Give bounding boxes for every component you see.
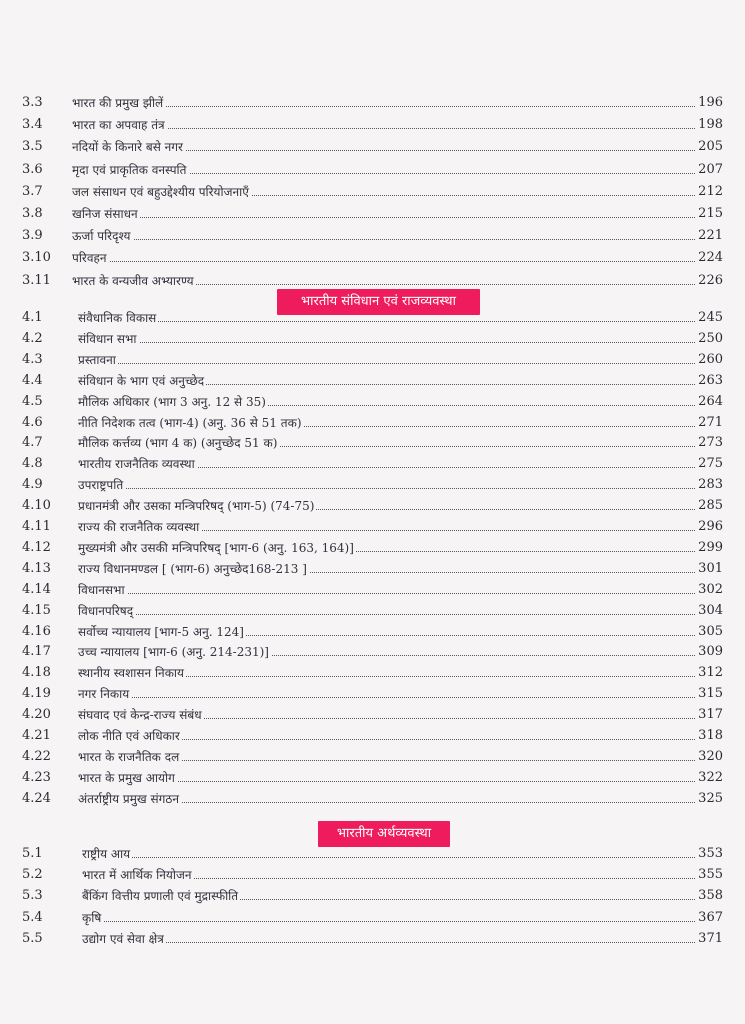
toc-page-number: 371	[696, 929, 723, 949]
toc-row	[0, 865, 745, 885]
toc-page-number: 260	[696, 350, 723, 370]
toc-entry-title: प्रस्तावना	[78, 350, 118, 370]
toc-entry-number: 3.9	[22, 228, 43, 244]
toc-page-number: 325	[696, 789, 723, 809]
toc-entry-title: ऊर्जा परिदृश्य	[72, 226, 133, 246]
toc-row	[0, 580, 745, 600]
dot-leader	[82, 857, 695, 858]
toc-entry-number: 4.16	[22, 623, 51, 639]
toc-row	[0, 517, 745, 537]
toc-page-number: 283	[696, 475, 723, 495]
dot-leader	[82, 921, 695, 922]
toc-page-number: 302	[696, 580, 723, 600]
toc-page-number: 196	[696, 93, 723, 113]
dot-leader	[78, 321, 695, 322]
toc-row	[0, 454, 745, 474]
toc-page-number: 205	[696, 137, 723, 157]
toc-entry-title: उपराष्ट्रपति	[78, 475, 125, 495]
toc-entry-title: लोक नीति एवं अधिकार	[78, 726, 182, 746]
toc-page-number: 355	[696, 865, 723, 885]
dot-leader	[78, 488, 695, 489]
toc-entry-title: विधानसभा	[78, 580, 127, 600]
toc-entry-number: 3.5	[22, 139, 43, 155]
toc-page-number: 299	[696, 538, 723, 558]
toc-entry-number: 4.23	[22, 769, 51, 785]
dot-leader	[72, 239, 695, 240]
toc-row	[0, 929, 745, 949]
toc-page-number: 273	[696, 433, 723, 453]
toc-page-number: 322	[696, 768, 723, 788]
toc-entry-number: 5.1	[22, 846, 43, 861]
toc-row	[0, 137, 745, 157]
toc-row	[0, 622, 745, 642]
dot-leader	[78, 614, 695, 615]
toc-page-number: 296	[696, 517, 723, 537]
toc-entry-number: 4.18	[22, 665, 51, 681]
toc-entry-number: 4.6	[22, 414, 43, 430]
toc-row	[0, 684, 745, 704]
toc-entry-number: 5.4	[22, 909, 43, 925]
toc-page-number: 245	[696, 308, 723, 328]
toc-row	[0, 350, 745, 370]
toc-page-number: 212	[696, 182, 723, 202]
toc-page-number: 358	[696, 886, 723, 906]
toc-entry-title: मृदा एवं प्राकृतिक वनस्पति	[72, 160, 189, 180]
toc-entry-title: मौलिक अधिकार (भाग 3 अनु. 12 से 35)	[78, 392, 268, 412]
toc-row	[0, 496, 745, 516]
toc-row	[0, 663, 745, 683]
toc-row	[0, 93, 745, 113]
toc-page-number: 215	[696, 204, 723, 224]
toc-entry-number: 4.22	[22, 748, 51, 764]
toc-entry-title: स्थानीय स्वशासन निकाय	[78, 663, 186, 683]
toc-page-number: 207	[696, 160, 723, 180]
toc-page-number: 275	[696, 454, 723, 474]
dot-leader	[72, 106, 695, 107]
toc-row	[0, 705, 745, 725]
toc-entry-number: 3.7	[22, 183, 43, 199]
toc-entry-number: 4.20	[22, 707, 51, 723]
toc-row	[0, 433, 745, 453]
toc-entry-number: 3.8	[22, 206, 43, 221]
toc-row	[0, 726, 745, 746]
toc-page-number: 315	[696, 684, 723, 704]
toc-entry-title: उच्च न्यायालय [भाग-6 (अनु. 214-231)]	[78, 642, 271, 662]
dot-leader	[78, 593, 695, 594]
toc-entry-title: भारत के राजनैतिक दल	[78, 747, 181, 767]
toc-entry-number: 5.3	[22, 888, 43, 904]
toc-row	[0, 642, 745, 662]
toc-entry-title: राज्य विधानमण्डल [ (भाग-6) अनुच्छेद168-213 ]	[78, 559, 309, 579]
toc-entry-number: 4.14	[22, 581, 51, 597]
toc-row	[0, 204, 745, 224]
toc-entry-title: मौलिक कर्त्तव्य (भाग 4 क) (अनुच्छेद 51 क)	[78, 433, 279, 453]
toc-entry-title: संविधान सभा	[78, 329, 139, 349]
toc-entry-number: 4.4	[22, 372, 43, 388]
toc-entry-title: नीति निदेशक तत्व (भाग-4) (अनु. 36 से 51 तक)	[78, 413, 304, 433]
toc-entry-title: सर्वोच्च न्यायालय [भाग-5 अनु. 124]	[78, 622, 246, 642]
toc-entry-title: भारत में आर्थिक नियोजन	[82, 865, 194, 885]
toc-entry-number: 4.17	[22, 644, 51, 660]
toc-page-number: 301	[696, 559, 723, 579]
toc-entry-title: परिवहन	[72, 248, 109, 268]
toc-page-number: 224	[696, 248, 723, 268]
toc-entry-title: कृषि	[82, 908, 103, 928]
toc-page-number: 285	[696, 496, 723, 516]
dot-leader	[78, 342, 695, 343]
toc-entry-title: संवैधानिक विकास	[78, 308, 158, 328]
section-heading-economy: भारतीय अर्थव्यवस्था	[318, 821, 450, 847]
toc-row	[0, 413, 745, 433]
toc-entry-number: 4.15	[22, 602, 51, 618]
toc-entry-title: भारतीय राजनैतिक व्यवस्था	[78, 454, 197, 474]
toc-entry-number: 4.13	[22, 560, 51, 576]
toc-entry-title: राष्ट्रीय आय	[82, 844, 132, 864]
toc-entry-title: अंतर्राष्ट्रीय प्रमुख संगठन	[78, 789, 181, 809]
toc-row	[0, 329, 745, 349]
toc-entry-title: भारत के प्रमुख आयोग	[78, 768, 177, 788]
toc-row	[0, 271, 745, 291]
toc-row	[0, 789, 745, 809]
toc-row	[0, 308, 745, 328]
toc-row	[0, 908, 745, 928]
toc-page-number: 271	[696, 413, 723, 433]
toc-entry-number: 3.6	[22, 161, 43, 177]
toc-page-number: 309	[696, 642, 723, 662]
toc-row	[0, 475, 745, 495]
toc-entry-number: 4.21	[22, 728, 51, 743]
toc-page-number: 250	[696, 329, 723, 349]
toc-entry-title: उद्योग एवं सेवा क्षेत्र	[82, 929, 166, 949]
toc-row	[0, 538, 745, 558]
toc-page-number: 304	[696, 601, 723, 621]
toc-page-number: 198	[696, 115, 723, 135]
toc-entry-number: 4.10	[22, 498, 51, 514]
toc-entry-title: नगर निकाय	[78, 684, 131, 704]
toc-entry-title: संघवाद एवं केन्द्र-राज्य संबंध	[78, 705, 204, 725]
toc-entry-title: विधानपरिषद्	[78, 601, 135, 621]
toc-entry-number: 4.12	[22, 539, 51, 555]
toc-entry-title: मुख्यमंत्री और उसकी मन्त्रिपरिषद् [भाग-6 (अनु. 163, 164)]	[78, 538, 356, 558]
toc-page-number: 221	[696, 226, 723, 246]
dot-leader	[78, 363, 695, 364]
toc-page-number: 264	[696, 392, 723, 412]
toc-page-number: 320	[696, 747, 723, 767]
dot-leader	[78, 697, 695, 698]
toc-entry-title: भारत की प्रमुख झीलें	[72, 93, 165, 113]
toc-entry-number: 3.3	[22, 95, 43, 110]
toc-page-number: 367	[696, 908, 723, 928]
toc-entry-number: 3.11	[22, 272, 51, 288]
toc-row	[0, 844, 745, 864]
toc-entry-title: संविधान के भाग एवं अनुच्छेद	[78, 371, 206, 391]
toc-page-number: 312	[696, 663, 723, 683]
toc-row	[0, 886, 745, 906]
toc-entry-title: बैंकिंग वित्तीय प्रणाली एवं मुद्रास्फीति	[82, 886, 240, 906]
toc-page-number: 353	[696, 844, 723, 864]
toc-entry-number: 3.4	[22, 117, 43, 133]
toc-row	[0, 747, 745, 767]
toc-entry-number: 4.11	[22, 519, 51, 534]
dot-leader	[72, 217, 695, 218]
toc-entry-number: 4.2	[22, 330, 43, 346]
toc-page-number: 263	[696, 371, 723, 391]
toc-entry-number: 4.7	[22, 435, 43, 451]
toc-entry-number: 5.2	[22, 867, 43, 883]
toc-entry-number: 4.1	[22, 310, 43, 325]
toc-entry-number: 4.19	[22, 686, 51, 702]
toc-entry-title: नदियों के किनारे बसे नगर	[72, 137, 185, 157]
toc-row	[0, 559, 745, 579]
toc-entry-title: भारत का अपवाह तंत्र	[72, 115, 167, 135]
toc-entry-number: 4.3	[22, 351, 43, 367]
dot-leader	[72, 261, 695, 262]
toc-entry-number: 5.5	[22, 930, 43, 946]
toc-page-number: 305	[696, 622, 723, 642]
toc-row	[0, 160, 745, 180]
toc-entry-number: 3.10	[22, 250, 51, 266]
toc-row	[0, 768, 745, 788]
toc-entry-number: 4.5	[22, 393, 43, 409]
toc-row	[0, 115, 745, 135]
toc-row	[0, 226, 745, 246]
toc-entry-title: प्रधानमंत्री और उसका मन्त्रिपरिषद् (भाग-5) (74-75)	[78, 496, 316, 516]
section-heading-polity: भारतीय संविधान एवं राजव्यवस्था	[277, 289, 480, 315]
toc-row	[0, 182, 745, 202]
toc-page-number: 318	[696, 726, 723, 746]
toc-row	[0, 601, 745, 621]
toc-page-number: 226	[696, 271, 723, 291]
toc-entry-title: भारत के वन्यजीव अभ्यारण्य	[72, 271, 196, 291]
toc-entry-number: 4.9	[22, 477, 43, 493]
toc-entry-number: 4.8	[22, 456, 43, 472]
dot-leader	[82, 942, 695, 943]
toc-entry-title: जल संसाधन एवं बहुउद्देश्यीय परियोजनाएँ	[72, 182, 251, 202]
toc-row	[0, 371, 745, 391]
toc-row	[0, 392, 745, 412]
toc-entry-title: राज्य की राजनैतिक व्यवस्था	[78, 517, 201, 537]
toc-entry-number: 4.24	[22, 790, 51, 806]
toc-row	[0, 248, 745, 268]
toc-entry-title: खनिज संसाधन	[72, 204, 140, 224]
toc-page-number: 317	[696, 705, 723, 725]
